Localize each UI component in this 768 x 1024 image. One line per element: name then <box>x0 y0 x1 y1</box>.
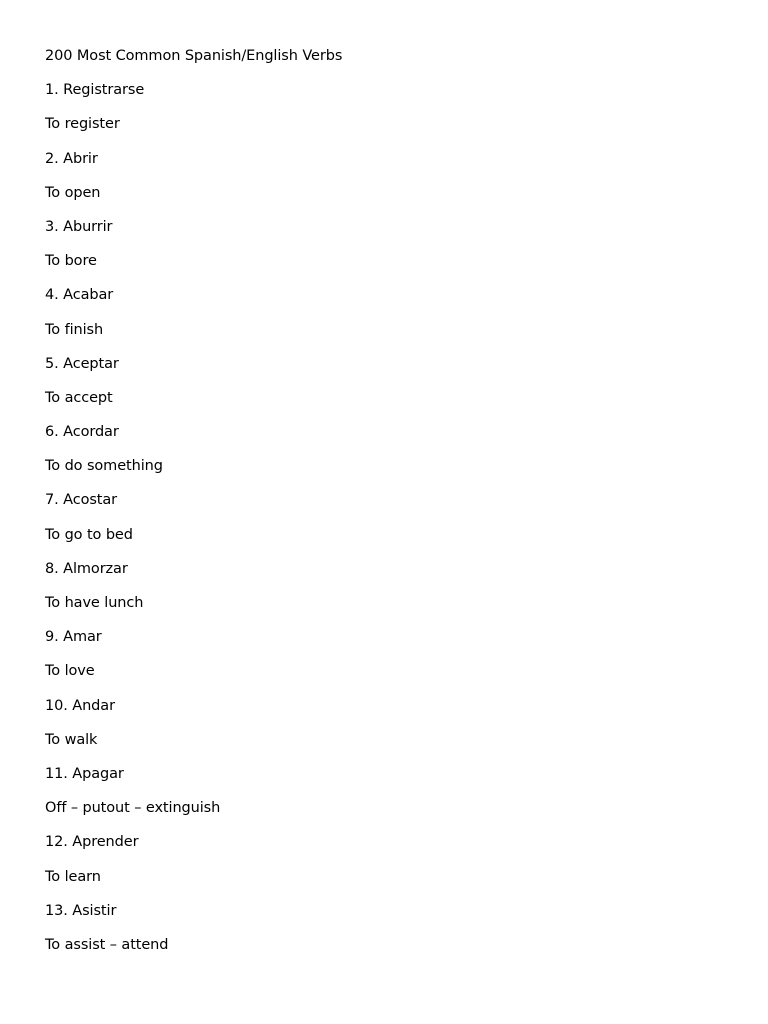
verb-english: To learn <box>45 868 101 885</box>
verb-english: To finish <box>45 321 104 338</box>
verb-spanish: 2. Abrir <box>45 150 98 167</box>
verb-spanish: 6. Acordar <box>45 424 119 441</box>
verb-spanish: 4. Acabar <box>45 287 114 304</box>
verb-spanish: 13. Asistir <box>45 902 117 919</box>
document-title: 200 Most Common Spanish/English Verbs <box>45 48 343 64</box>
verb-spanish: 3. Aburrir <box>45 218 113 235</box>
verb-english: To open <box>45 184 101 201</box>
verb-english: To love <box>45 663 95 680</box>
verb-spanish: 7. Acostar <box>45 492 118 509</box>
verb-spanish: 9. Amar <box>45 629 102 646</box>
verb-spanish: 12. Aprender <box>45 834 139 851</box>
verb-spanish: 11. Apagar <box>45 765 124 782</box>
verb-english: To register <box>45 116 120 133</box>
verb-english: To bore <box>45 253 97 270</box>
verb-english: To do something <box>45 458 163 475</box>
verb-spanish: 8. Almorzar <box>45 560 128 577</box>
verb-english: To walk <box>45 731 98 748</box>
verb-spanish: 10. Andar <box>45 697 115 714</box>
verb-english: To have lunch <box>45 595 144 611</box>
verb-english: Off – putout – extinguish <box>45 800 221 817</box>
verb-english: To go to bed <box>45 526 133 543</box>
verb-english: To accept <box>45 389 113 406</box>
verb-spanish: 5. Aceptar <box>45 355 119 372</box>
verb-english: To assist – attend <box>45 936 169 953</box>
verb-spanish: 1. Registrarse <box>45 82 145 99</box>
